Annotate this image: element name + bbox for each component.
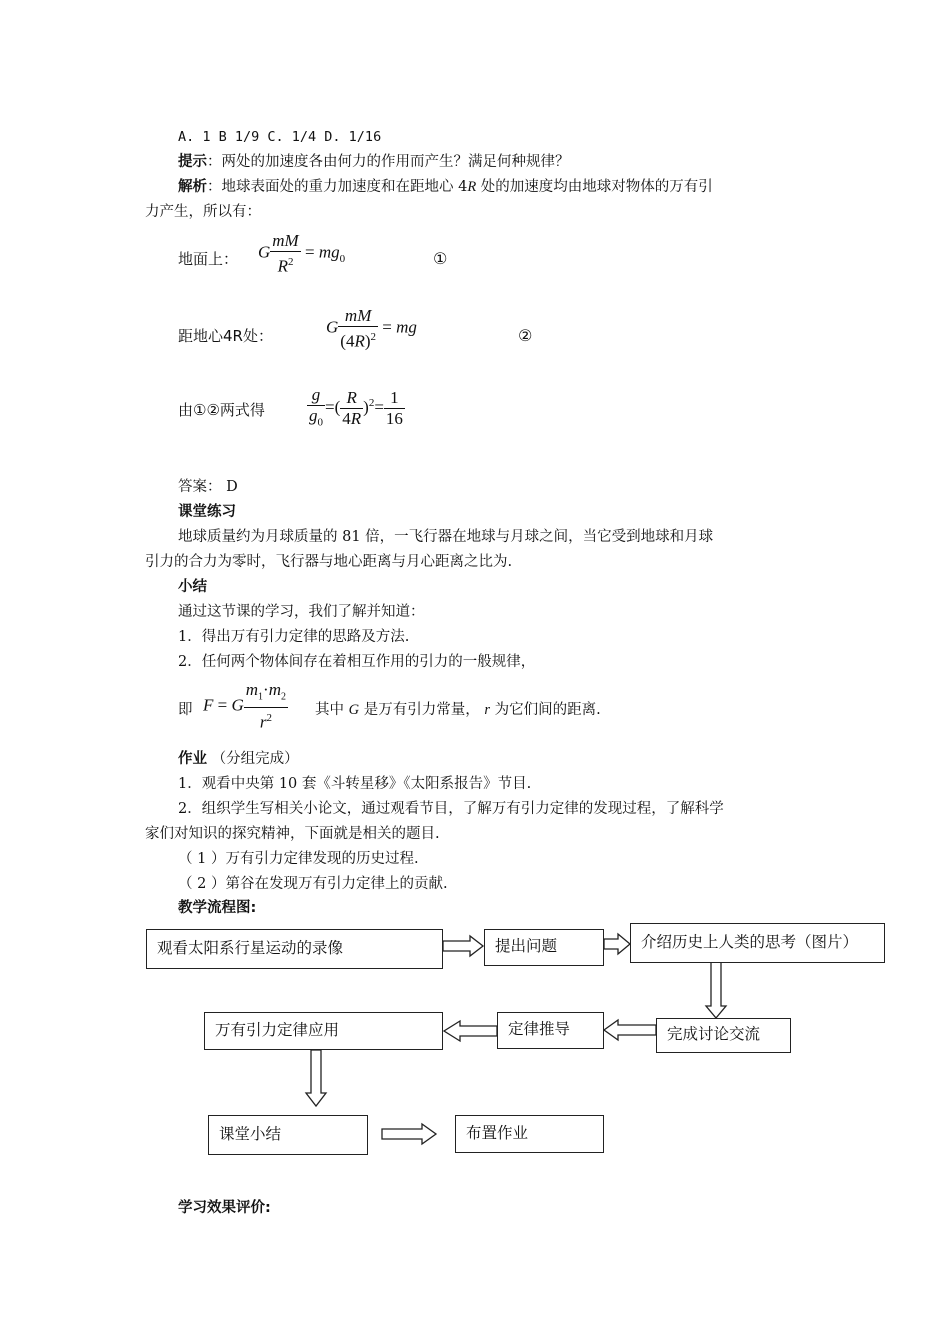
formula-text-c: 为它们间的距离. bbox=[489, 702, 601, 718]
practice-line-2: 引力的合力为零时，飞行器与地心距离与月心距离之比为. bbox=[145, 554, 513, 570]
flow-node-discussion: 完成讨论交流 bbox=[656, 1018, 791, 1053]
gravitation-formula: F = G $\frac{m_1\cdot m_2}{r^2}$ bbox=[203, 680, 286, 733]
homework-sub-2: （ 2 ）第谷在发现万有引力定律上的贡献. bbox=[178, 876, 448, 892]
analysis-var-r: R bbox=[467, 179, 477, 195]
analysis-text-a: ：地球表面处的重力加速度和在距地心 4 bbox=[207, 179, 468, 195]
practice-line-1: 地球质量约为月球质量的 81 倍，一飞行器在地球与月球之间，当它受到地球和月球 bbox=[178, 529, 714, 545]
homework-heading: 作业 bbox=[178, 751, 207, 767]
homework-note: （分组完成） bbox=[211, 751, 299, 767]
eq2-label: 距地心4R处： bbox=[178, 327, 273, 345]
eq1-marker: ① bbox=[433, 249, 448, 268]
flow-node-raise-question: 提出问题 bbox=[484, 929, 604, 966]
flow-node-derivation: 定律推导 bbox=[497, 1012, 604, 1049]
practice-heading: 课堂练习 bbox=[178, 504, 236, 520]
formula-text-b: 是万有引力常量， bbox=[359, 702, 485, 718]
arrow-left-1 bbox=[604, 1020, 656, 1040]
formula-text-a: 其中 bbox=[315, 702, 349, 718]
equation-1: G $\frac{mM}{R^2}$ = $mg_0$ bbox=[258, 231, 346, 276]
arrow-right-3 bbox=[382, 1124, 436, 1144]
flow-node-homework: 布置作业 bbox=[455, 1115, 604, 1153]
eq2-marker: ② bbox=[518, 326, 533, 345]
analysis-line-2: 力产生，所以有： bbox=[145, 204, 261, 220]
analysis-text-b: 处的加速度均由地球对物体的万有引 bbox=[476, 179, 713, 195]
homework-item-2-line-1: 2．组织学生写相关小论文，通过观看节目，了解万有引力定律的发现过程，了解科学 bbox=[178, 801, 724, 817]
flow-node-history: 介绍历史上人类的思考（图片） bbox=[630, 923, 885, 963]
summary-item-2: 2．任何两个物体间存在着相互作用的引力的一般规律， bbox=[178, 654, 536, 670]
homework-item-2-line-2: 家们对知识的探究精神，下面就是相关的题目. bbox=[145, 826, 440, 842]
arrow-right-2 bbox=[604, 934, 630, 954]
homework-sub-1: （ 1 ）万有引力定律发现的历史过程. bbox=[178, 851, 419, 867]
formula-var-r: r bbox=[484, 702, 490, 718]
arrow-down-1 bbox=[706, 962, 726, 1018]
summary-heading: 小结 bbox=[178, 579, 207, 595]
eq3-label: 由①②两式得 bbox=[178, 401, 265, 419]
evaluation-heading: 学习效果评价: bbox=[178, 1200, 271, 1216]
analysis-label: 解析 bbox=[178, 179, 207, 195]
flowchart-heading: 教学流程图: bbox=[178, 900, 257, 916]
answer-options: A. 1 B 1/9 C. 1/4 D. 1/16 bbox=[178, 129, 382, 145]
summary-item-1: 1．得出万有引力定律的思路及方法. bbox=[178, 629, 410, 645]
eq1-label: 地面上： bbox=[178, 250, 239, 268]
hint-label: 提示 bbox=[178, 154, 207, 170]
flow-node-watch-video: 观看太阳系行星运动的录像 bbox=[146, 929, 443, 969]
homework-item-1: 1．观看中央第 10 套《斗转星移》《太阳系报告》节目. bbox=[178, 776, 532, 792]
hint-text: ：两处的加速度各由何力的作用而产生？满足何种规律？ bbox=[207, 154, 570, 170]
formula-var-g: G bbox=[348, 702, 360, 718]
formula-prefix: 即 bbox=[178, 702, 193, 718]
arrow-left-2 bbox=[444, 1021, 497, 1041]
flow-node-application: 万有引力定律应用 bbox=[204, 1012, 443, 1050]
summary-intro: 通过这节课的学习，我们了解并知道： bbox=[178, 604, 425, 620]
answer-line: 答案： D bbox=[178, 479, 238, 495]
arrow-right-1 bbox=[443, 936, 483, 956]
flow-node-class-summary: 课堂小结 bbox=[208, 1115, 368, 1155]
arrow-down-2 bbox=[306, 1050, 326, 1106]
equation-3: $\frac{g}{g_0}$ =( $\frac{R}{4R}$ )$^2$= $\frac{1}{16}$ bbox=[309, 385, 403, 429]
equation-2: G $\frac{mM}{(4R)^2}$ = mg bbox=[326, 306, 417, 351]
